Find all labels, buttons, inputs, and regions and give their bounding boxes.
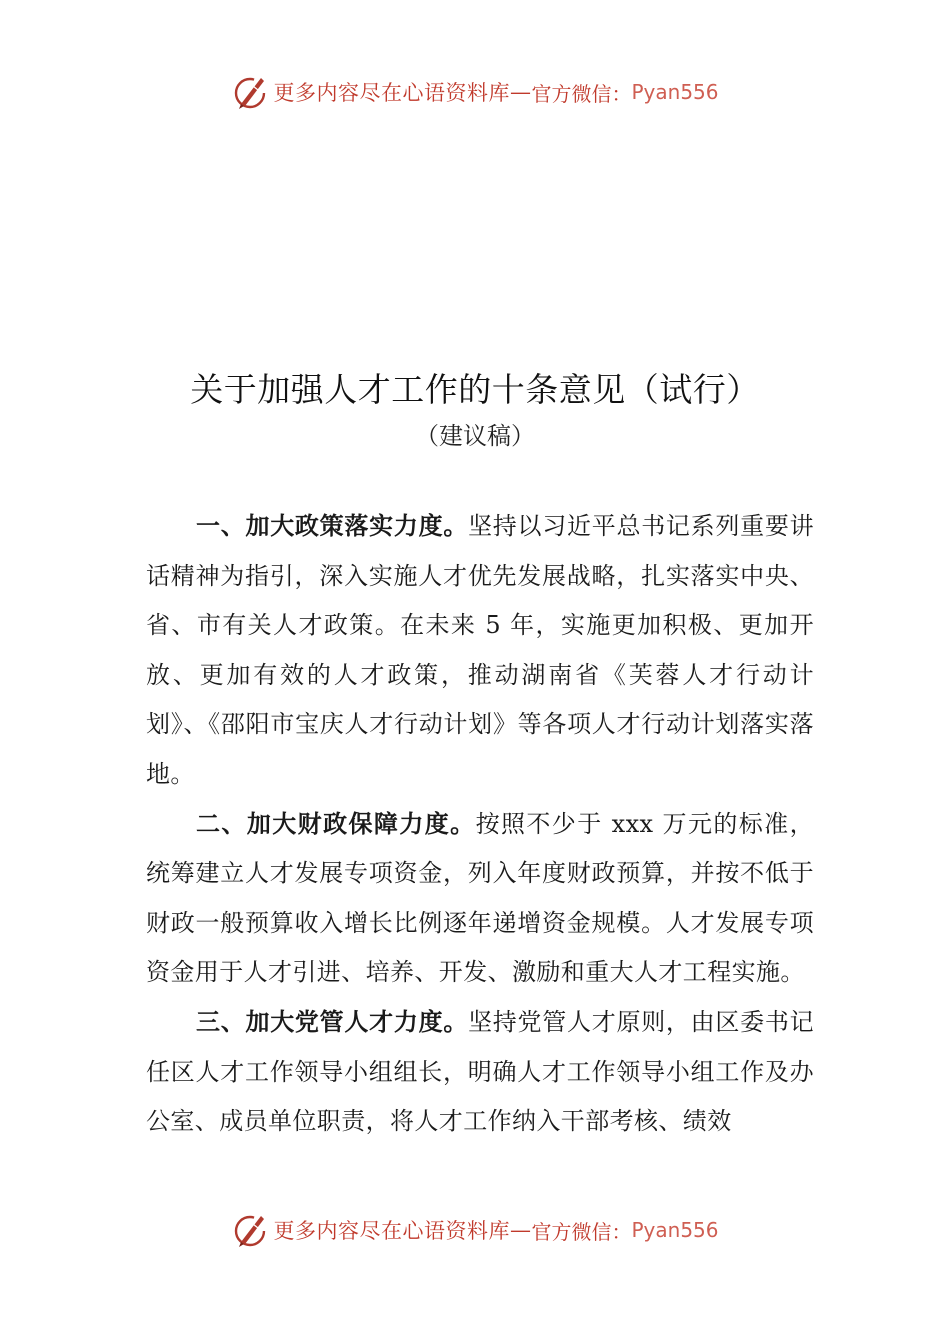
section-heading-1: 一、加大政策落实力度。 bbox=[196, 512, 469, 540]
document-title: 关于加强人才工作的十条意见（试行） bbox=[190, 370, 760, 409]
banner-wechat-label: 官方微信： bbox=[531, 81, 632, 106]
banner-dash: — bbox=[509, 80, 532, 104]
banner-dash: — bbox=[509, 1218, 532, 1242]
document-body bbox=[146, 502, 814, 1147]
section-text-1: 坚持以习近平总书记系列重要讲话精神为指引，深入实施人才优先发展战略，扎实落实中央、省、市有关人才政策。在未来 5 年，实施更加积极、更加开放、更加有效的人才政策，推动湖南省《芙蓉人才行动计划》、《邵阳市宝庆人才行动计划》等各项人才行动计划落实落地。 bbox=[146, 512, 814, 788]
banner-wechat-id: Pyan556 bbox=[631, 80, 719, 104]
footer-banner bbox=[0, 1208, 950, 1252]
banner-text: 更多内容尽在心语资料库 bbox=[273, 81, 510, 105]
quill-logo-icon bbox=[231, 1210, 271, 1250]
quill-logo-icon bbox=[231, 72, 271, 112]
section-heading-3: 三、加大党管人才力度。 bbox=[196, 1007, 469, 1036]
header-banner bbox=[0, 70, 950, 114]
section-text-3: 坚持党管人才原则，由区委书记任区人才工作领导小组组长，明确人才工作领导小组工作及办公室、成员单位职责，将人才工作纳入干部考核、绩效 bbox=[146, 1007, 814, 1136]
banner-wechat-id: Pyan556 bbox=[631, 1218, 719, 1242]
section-paragraph-1 bbox=[146, 502, 814, 800]
banner-text: 更多内容尽在心语资料库 bbox=[273, 1219, 510, 1243]
section-paragraph-3 bbox=[146, 998, 814, 1147]
section-paragraph-2 bbox=[146, 800, 814, 998]
section-text-2: 按照不少于 xxx 万元的标准， 统筹建立人才发展专项资金，列入年度财政预算，并按不低于财政一般预算收入增长比例逐年递增资金规模。人才发展专项资金用于人才引进、培养、开发、激励和重大人才工程实施。 bbox=[146, 809, 814, 987]
banner-wechat-label: 官方微信： bbox=[531, 1219, 632, 1244]
document-subtitle: （建议稿） bbox=[415, 422, 535, 450]
section-heading-2: 二、加大财政保障力度。 bbox=[196, 809, 476, 838]
